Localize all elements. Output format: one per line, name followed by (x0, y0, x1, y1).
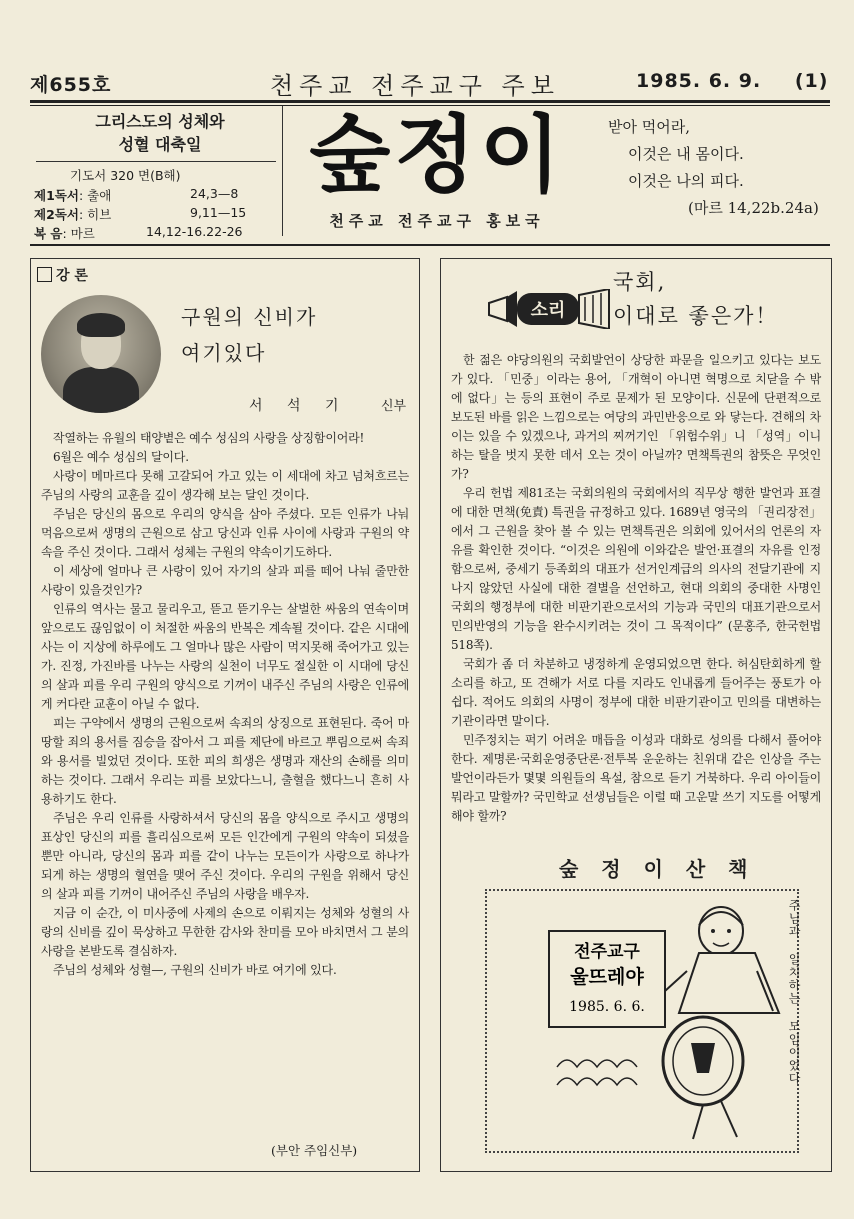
prayer-book-ref: 기도서 320 면(B해) (70, 168, 181, 183)
feast-title (60, 110, 260, 156)
header-bottom-rule (30, 244, 830, 246)
reading-book: : 출애 (78, 188, 112, 203)
reading-2 (34, 205, 111, 223)
paragraph: 한 젊은 야당의원의 국회발언이 상당한 파문을 일으키고 있다는 보도가 있다. 「민중」이라는 용어, 「개혁이 아니면 혁명으로 치닫을 수 밖에 없다」는 등의 표현이 주로 문제가 된 모양이다. 신문에 단편적으로 보도된 바를 읽은 느낌으로는 여당의 과민반응으로 와 닿는다. 견해의 차이는 있을 수 있겠으나, 과거의 찌꺼기인 「위험수위」니 「성역」이니 하는 탈을 벗지 못한 데서 오는 것이 아닐까? 면책특권의 참뜻은 무엇인가? (451, 353, 821, 481)
paragraph: 국회가 좀 더 차분하고 냉정하게 운영되었으면 한다. 허심탄회하게 할 소리를 하고, 또 견해가 서로 다를 지라도 인내롭게 들어주는 풍토가 아쉽다. 적어도 의회의 사명이 정부에 대한 비판기관이고 민의를 대변하는 기관이라면 말이다. (451, 657, 821, 728)
cartoon-caption-text: 주님과 일치하는 모임이었다 (787, 899, 801, 1085)
paragraph: 주님은 당신의 몸으로 우리의 양식을 삼아 주셨다. 모든 인류가 나눠 먹음으로써 생명의 근원으로 삼고 당신과 인류 사이에 사랑과 구원의 약속을 주신 것이다. 그래서 성체는 구원의 약속이기도하다. (41, 507, 409, 559)
feast-box (30, 106, 283, 241)
author-title: 신부 (381, 399, 407, 414)
paragraph: 인류의 역사는 물고 물리우고, 뜯고 뜯기우는 살벌한 싸움의 연속이며 앞으로도 끊임없이 이 처절한 싸움의 반복은 계속될 것이다. 같은 시대에 사는 이 지상에 하루에도 그 얼마나 많은 사람이 먹지못해 죽어가고 있는가. 진정, 가진바를 나누는 사랑의 실천이 너무도 절실한 이 시대에 당신의 살과 피를 우리 구원의 양식으로 기꺼이 내주신 주님의 사랑은 인류에게 커다란 교훈이 아닐 수 없다. (41, 602, 409, 711)
column-body (451, 351, 821, 826)
issue-date-value: 1985. 6. 9. (636, 70, 762, 92)
reading-label: 제2독서 (34, 207, 79, 222)
quote-line: 이것은 나의 피다. (628, 172, 744, 190)
publisher-dept: 천주교 전주교구 홍보국 (329, 212, 545, 230)
issue-date (636, 70, 828, 92)
author-name: 서 석 기 (249, 398, 349, 414)
gospel-ref: 14,12-16.22-26 (146, 224, 243, 239)
column-section (440, 258, 832, 1172)
sign-text-1: 전주교구 (574, 942, 640, 962)
newspaper-subtitle: 천주교 전주교구 주보 (270, 72, 560, 100)
reading-1-ref: 24,3—8 (190, 186, 239, 201)
headline-line1: 구원의 신비가 (181, 305, 318, 329)
homily-headline (181, 299, 317, 371)
paragraph: 사랑이 메마르다 못해 고갈되어 가고 있는 이 세대에 차고 넘쳐흐르는 주님의 사랑의 교훈을 깊이 생각해 보는 달인 것이다. (41, 469, 409, 502)
paragraph: 우리 헌법 제81조는 국회의원의 국회에서의 직무상 행한 발언과 표결에 대한 면책(免責) 특권을 규정하고 있다. 1689년 영국의 「권리장전」에서 그 근원을 찾아 볼 수 있는 면책특권은 의회에 있어서의 언론의 자유를 확인한 것이다. “이것은 의원에 이와같은 발언·표결의 자유를 인정함으로써, 중세기 등족회의 대표가 선거인계급의 의사의 전달기관에 지나지 않았던 사실에 대한 결별을 선언하고, 현대 의회의 중대한 사명인 국회의 행정부에 대한 비판기관으로서의 기능과 국민의 대표기관으로서 민의반영의 기능을 완수시키려는 것이 그 목적이다” (문홍주, 한국헌법 518쪽). (451, 486, 821, 652)
cartoon-frame (485, 889, 799, 1153)
reading-label: 복 음 (34, 226, 63, 241)
gospel-reading (34, 224, 95, 242)
reading-book: : 마르 (62, 226, 95, 241)
section-label (37, 265, 88, 285)
column-title (613, 265, 778, 333)
newspaper-logo: 숲정이 (309, 106, 565, 204)
sign-text-2: 울뜨레야 (570, 966, 644, 988)
sign-date: 1985. 6. 6. (569, 999, 645, 1015)
homily-section (30, 258, 420, 1172)
paragraph: 지금 이 순간, 이 미사중에 사제의 손으로 이뤄지는 성체와 성혈의 사랑의 신비를 깊이 묵상하고 무한한 감사와 찬미를 모아 바치면서 그 분의 사랑을 본받도록 결심하자. (41, 906, 409, 958)
paragraph: 이 세상에 얼마나 큰 사랑이 있어 자기의 살과 피를 떼어 나눠 줄만한 사랑이 있을것인가? (41, 564, 409, 597)
megaphone-icon (485, 289, 615, 329)
cartoon-illustration (487, 891, 793, 1147)
paragraph: 피는 구약에서 생명의 근원으로써 속죄의 상징으로 표현된다. 죽어 마땅할 죄의 용서를 짐승을 잡아서 그 피를 제단에 바르고 뿌림으로써 속죄와 용서를 빌었던 것이다. 또한 피의 희생은 생명과 재산의 손해를 의미하는 것이다. 그래서 우리는 피를 보았다느니, 출혈을 했다느니 흔히 사용하기도 한다. (41, 716, 409, 806)
paragraph: 작열하는 유월의 태양볕은 예수 성심의 사랑을 상징함이어라! (53, 431, 365, 445)
reading-book: : 히브 (78, 207, 112, 222)
reading-label: 제1독서 (34, 188, 79, 203)
paragraph: 민주정치는 퍽기 어려운 매듭을 이성과 대화로 성의를 다해서 풀어야 한다. 제명론·국회운영중단론·전투복 운운하는 친위대 같은 인상을 주는 발언이라든가 몇몇 의원들의 욕설, 참으로 듣기 거북하다. 우리 아이들이 뭐라고 말할까? 국민학교 선생님들은 이럴 때 고운말 쓰기 지도를 어떻게 해야 할까? (451, 733, 821, 823)
masthead-top (30, 64, 830, 100)
paragraph: 주님의 성체와 성혈—, 구원의 신비가 바로 여기에 있다. (53, 963, 337, 977)
column-title-line1: 국회, (613, 270, 667, 294)
homily-body (41, 429, 409, 980)
feast-title-line1: 그리스도의 성체와 (95, 112, 225, 131)
page-number: (1) (794, 70, 829, 92)
issue-number: 제655호 (30, 74, 112, 96)
sori-label: 소리 (530, 300, 566, 321)
cartoon-caption (787, 899, 807, 1085)
quote-line: 이것은 내 몸이다. (628, 145, 744, 163)
quote-ref: (마르 14,22b.24a) (688, 199, 819, 217)
feast-title-line2: 성혈 대축일 (118, 135, 202, 154)
section-label-text: 강 론 (56, 268, 88, 284)
paragraph: 주님은 우리 인류를 사랑하셔서 당신의 몸을 양식으로 주시고 생명의 표상인 당신의 피를 흘리심으로써 모든 인간에게 구원의 약속이 되셨을뿐만 아니라, 당신의 몸과 피를 같이 나누는 모든이가 사랑으로 하나가 되게 하는 생명의 혈연을 맺어 주신 것이다. 우리의 구원을 위해서 당신의 살과 피를 기꺼이 내어주신 주님의 사랑을 배우자. (41, 811, 409, 901)
headline-line2: 여기있다 (181, 341, 267, 365)
column-title-line2: 이대로 좋은가！ (613, 304, 779, 328)
quote-line: 받아 먹어라, (608, 118, 690, 136)
feast-divider (36, 161, 276, 162)
homily-signature: (부안 주임신부) (271, 1143, 358, 1158)
author-portrait (41, 295, 161, 413)
paragraph: 6월은 예수 성심의 달이다. (53, 450, 189, 464)
stroll-title: 숲 정 이 산 책 (559, 857, 756, 881)
scripture-quote (608, 114, 838, 222)
reading-2-ref: 9,11—15 (190, 205, 247, 220)
reading-1 (34, 186, 111, 204)
square-icon (37, 267, 52, 282)
